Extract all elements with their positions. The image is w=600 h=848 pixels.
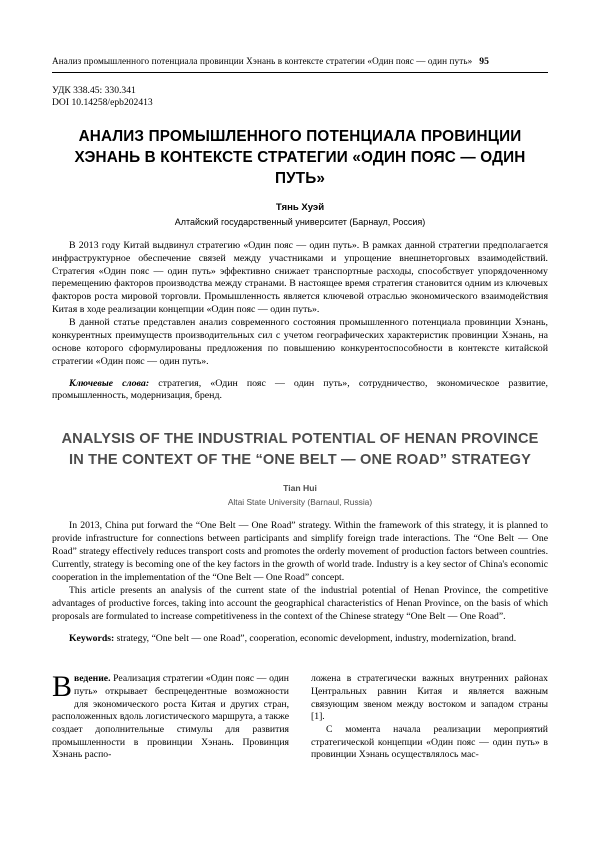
- article-title-en: ANALYSIS OF THE INDUSTRIAL POTENTIAL OF HENAN PROVINCE IN THE CONTEXT OF THE “ONE BELT — ONE ROAD” STRATEGY: [61, 431, 539, 469]
- abstract-ru: [52, 240, 548, 369]
- body-column-right: [311, 673, 548, 761]
- drop-cap: В: [52, 670, 73, 704]
- section-heading-introduction: ведение.: [74, 673, 111, 685]
- body-paragraph-1: ложена в стратегически важных внутренних районах Центральных равнин Китая и является важным связующим звеном между востоком и западом страны [1].: [311, 673, 548, 723]
- doi-code: DOI 10.14258/epb202413: [52, 97, 153, 109]
- abstract-en-paragraph-2: This article presents an analysis of the current state of the industrial potential of Henan Province, the competitive advantages of productive forces, taking into account the geographical characteristics of Henan Province, on the basis of which proposals are formulated to increase competitiveness in the context of the Chinese strategy “One Belt — One Road”.: [52, 584, 548, 622]
- body-column-left: [52, 670, 289, 761]
- body-columns: [52, 670, 548, 761]
- keywords-en-label: Keywords:: [69, 632, 115, 644]
- keywords-en: [52, 633, 548, 646]
- author-affiliation-en: Altai State University (Barnaul, Russia): [227, 497, 373, 508]
- page-number: 95: [479, 56, 490, 67]
- author-affiliation-ru: Алтайский государственный университет (Барнаул, Россия): [174, 216, 426, 227]
- keywords-ru-label: Ключевые слова:: [69, 377, 150, 389]
- author-name-ru: Тянь Хуэй: [275, 201, 325, 213]
- abstract-en-paragraph-1: In 2013, China put forward the “One Belt — One Road” strategy. Within the framework of this strategy, it is planned to provide infrastructure for connections between participants and simplify foreign trade interactions. The “One Belt — One Road” strategy effectively reduces transport costs and promotes the orderly movement of production factors between countries. Currently, strategy is becoming one of the key factors in the growth of world trade. Industry is a key sector of China's economic cooperation in the implementation of the “One Belt — One Road” concept.: [52, 520, 548, 584]
- body-paragraph-2: С момента начала реализации мероприятий стратегической концепции «Один пояс — один путь» в провинции Хэнань осуществлялось мас-: [311, 723, 548, 761]
- abstract-ru-paragraph-1: В 2013 году Китай выдвинул стратегию «Один пояс — один путь». В рамках данной стратегии предполагается инфраструктурное обеспечение связей между участниками и упрощение внешнеторговых взаимодействий. Стратегия «Один пояс — один путь» эффективно снижает транспортные расходы, способствует упорядоченному перемещению факторов производства между странами. В настоящее время стратегия становится одним из ключевых факторов роста мировой торговли. Промышленность является ключевой отраслью экономического взаимодействия Китая в ходе реализации концепции «Один пояс — один путь».: [52, 239, 548, 316]
- intro-paragraph-text: Реализация стратегии «Один пояс — один путь» открывает беспрецедентные возможности для экономического роста Китая и других стран, расположенных вдоль логистического маршрута, а также создает дополнительные стимулы для развития промышленности в провинции Хэнань. Провинция Хэнань распо-: [52, 673, 289, 761]
- abstract-en: [52, 520, 548, 623]
- keywords-en-list: strategy, “One belt — one Road”, cooperation, economic development, industry, modernization, brand.: [116, 632, 517, 644]
- intro-paragraph: [52, 670, 289, 761]
- identifier-block: [52, 85, 548, 110]
- keywords-ru-list: стратегия, «Один пояс — один путь», сотрудничество, экономическое развитие, промышленность, модернизация, бренд.: [52, 377, 549, 402]
- running-head: [52, 56, 548, 73]
- article-title-ru: АНАЛИЗ ПРОМЫШЛЕННОГО ПОТЕНЦИАЛА ПРОВИНЦИИ ХЭНАНЬ В КОНТЕКСТЕ СТРАТЕГИИ «ОДИН ПОЯС — ОДИН ПУТЬ»: [74, 127, 526, 187]
- keywords-ru: [52, 378, 548, 404]
- running-head-title: Анализ промышленного потенциала провинции Хэнань в контексте стратегии «Один пояс — один путь»: [52, 56, 473, 66]
- udk-code: УДК 338.45: 330.341: [52, 85, 136, 96]
- abstract-ru-paragraph-2: В данной статье представлен анализ современного состояния промышленного потенциала провинции Хэнань, конкурентных преимуществ производительных сил с учетом географических характеристик провинции Хэнань, на основе которого сформулированы предложения по повышению конкурентоспособности в контексте китайской стратегии «Один пояс — один путь».: [52, 317, 548, 367]
- author-name-en: Tian Hui: [283, 483, 317, 494]
